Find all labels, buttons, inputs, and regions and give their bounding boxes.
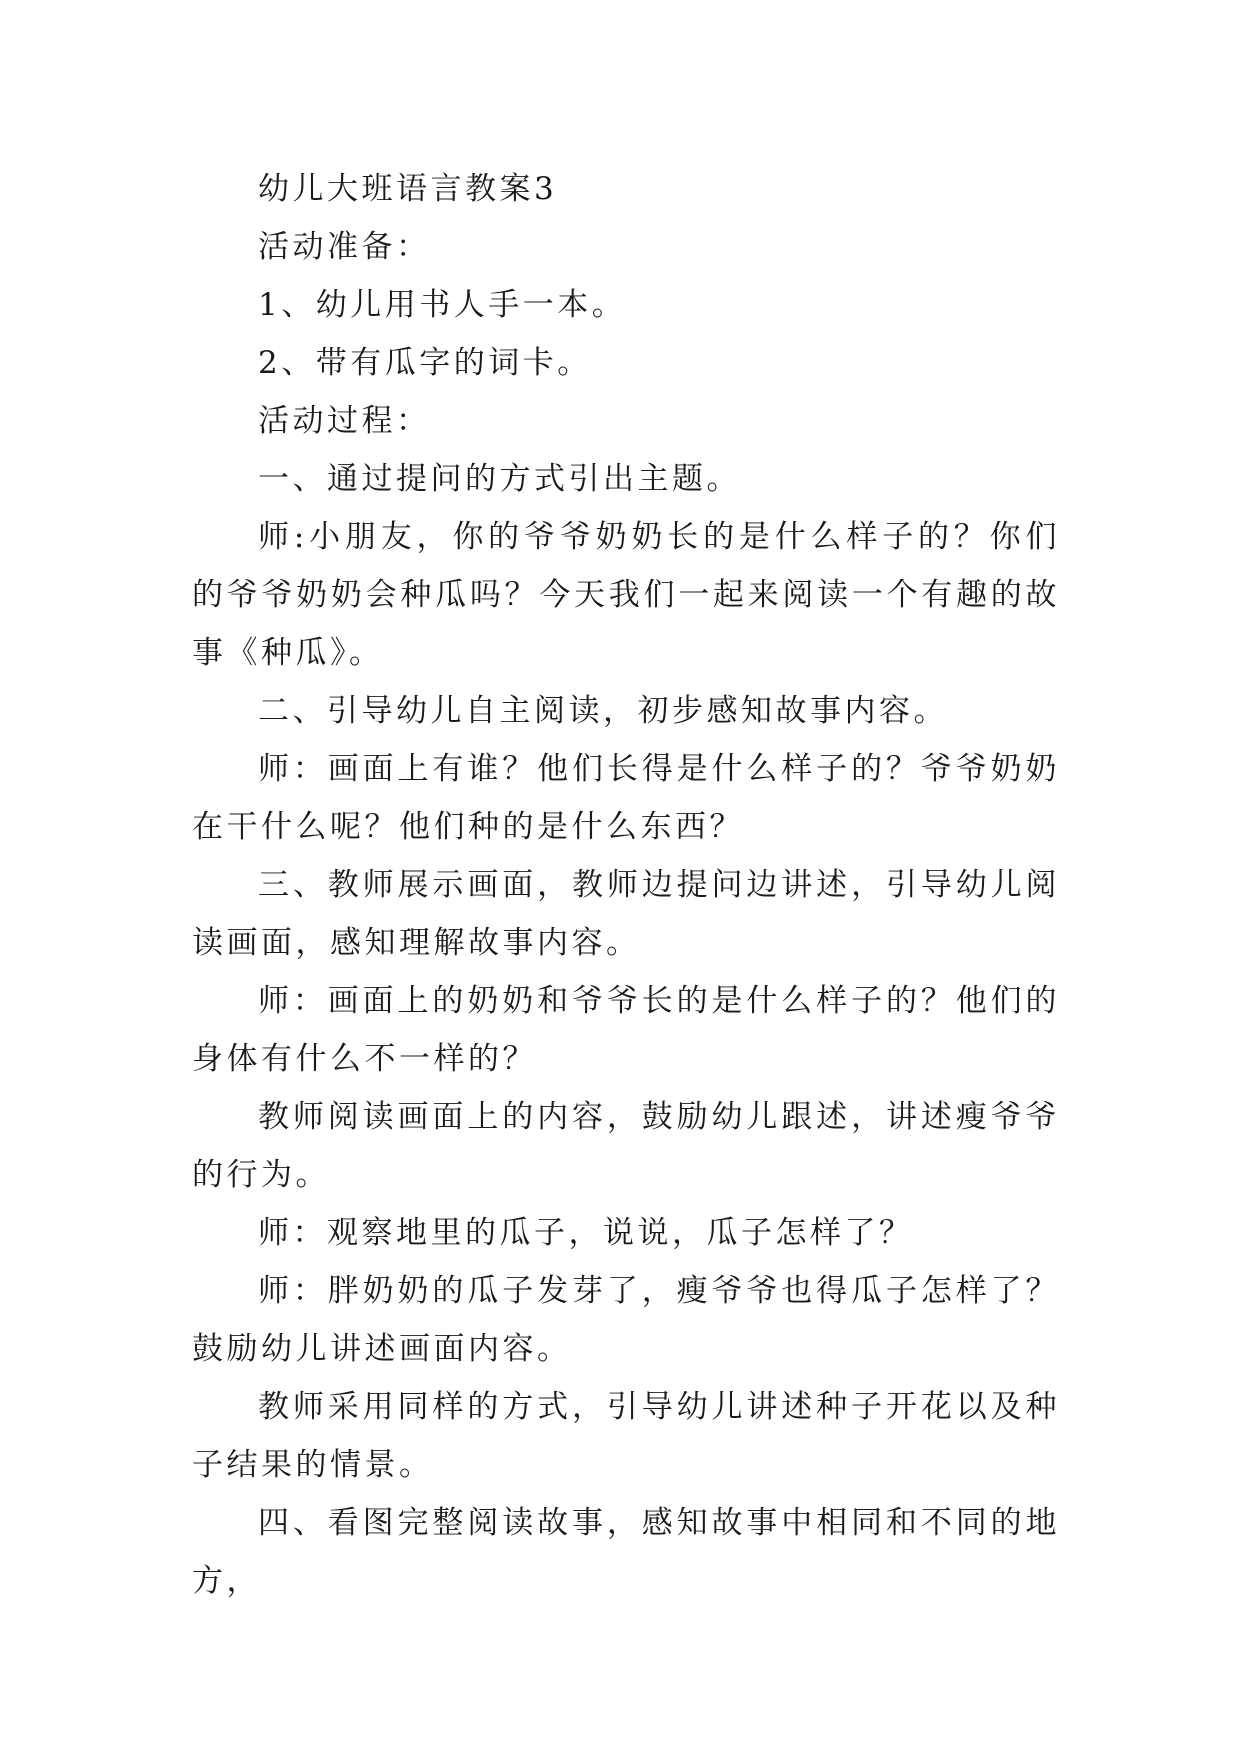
teacher-question-paragraph: 师：观察地里的瓜子，说说，瓜子怎样了？ [258,1215,914,1251]
process-step-3: 三、教师展示画面，教师边提问边讲述，引导幼儿阅读画面，感知理解故事内容。 [192,867,1060,961]
process-step-1: 一、通过提问的方式引出主题。 [258,461,741,497]
body-paragraph: 教师采用同样的方式，引导幼儿讲述种子开花以及种子结果的情景。 [192,1389,1060,1483]
teacher-question-paragraph: 师：胖奶奶的瓜子发芽了，瘦爷爷也得瓜子怎样了？鼓励幼儿讲述画面内容。 [192,1273,1060,1367]
body-paragraph: 教师阅读画面上的内容，鼓励幼儿跟述，讲述瘦爷爷的行为。 [192,1099,1060,1193]
teacher-question-paragraph: 师：画面上有谁？他们长得是什么样子的？爷爷奶奶在干什么呢？他们种的是什么东西？ [192,751,1060,845]
section-heading-preparation: 活动准备： [258,229,431,265]
document-body [192,160,1060,1610]
preparation-item-2: 2、带有瓜字的词卡。 [258,345,592,381]
section-heading-process: 活动过程： [258,403,431,439]
teacher-question-paragraph: 师:小朋友，你的爷爷奶奶长的是什么样子的？你们的爷爷奶奶会种瓜吗？今天我们一起来阅读一个有趣的故事《种瓜》。 [192,519,1060,671]
process-step-4: 四、看图完整阅读故事，感知故事中相同和不同的地方， [192,1505,1060,1599]
lesson-title: 幼儿大班语言教案3 [258,171,558,207]
teacher-question-paragraph: 师：画面上的奶奶和爷爷长的是什么样子的？他们的身体有什么不一样的？ [192,983,1060,1077]
process-step-2: 二、引导幼儿自主阅读，初步感知故事内容。 [258,693,948,729]
preparation-item-1: 1、幼儿用书人手一本。 [258,287,627,323]
